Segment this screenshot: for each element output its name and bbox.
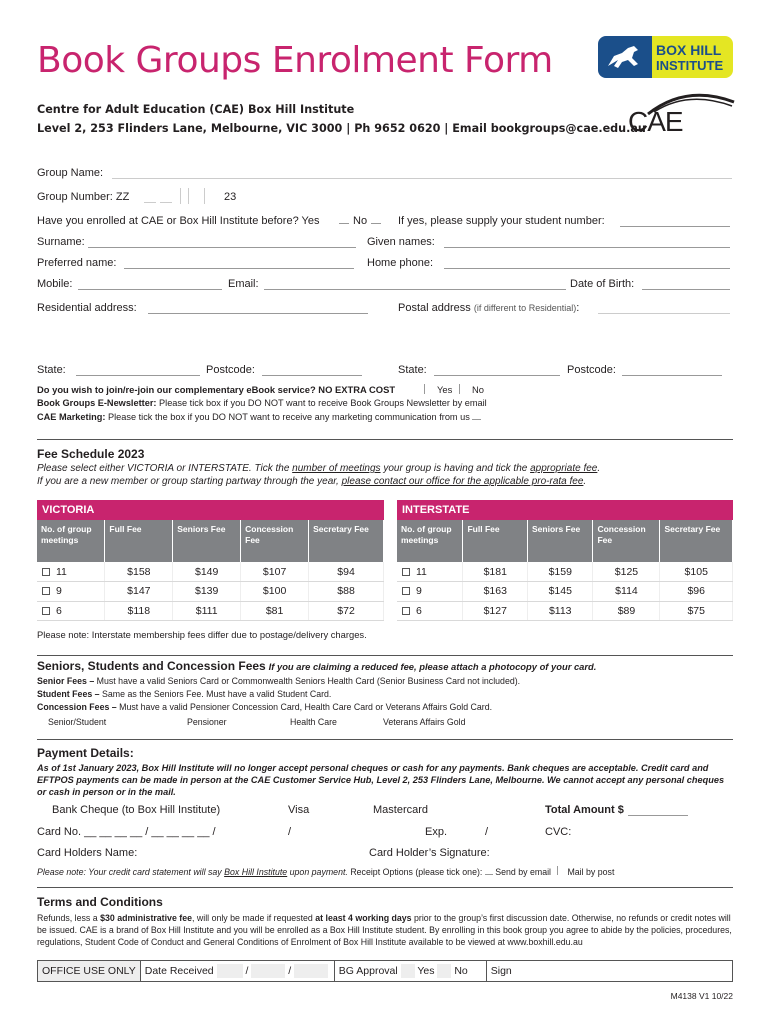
postal-field[interactable] bbox=[598, 302, 730, 314]
mastercard-option[interactable]: Mastercard bbox=[373, 804, 429, 816]
interstate-fee-table bbox=[397, 520, 733, 621]
table-row bbox=[397, 562, 733, 582]
fee-cell[interactable]: $147 bbox=[105, 582, 173, 602]
fee-cell[interactable]: $107 bbox=[241, 562, 309, 582]
state-label-2: State: bbox=[398, 364, 427, 376]
fee-cell[interactable]: $96 bbox=[660, 582, 733, 602]
postal-label-text: Postal address bbox=[398, 302, 471, 314]
fee-cell[interactable]: $181 bbox=[463, 562, 528, 582]
victoria-fee-table bbox=[37, 520, 384, 621]
terms-t1: Refunds, less a bbox=[37, 913, 101, 923]
fee-cell[interactable]: $139 bbox=[173, 582, 241, 602]
payment-note-a: Please note: Your credit card statement will say bbox=[37, 867, 225, 877]
interstate-header: INTERSTATE bbox=[397, 500, 733, 520]
meetings-option[interactable] bbox=[37, 562, 105, 582]
table-row bbox=[37, 562, 384, 582]
marketing-optout-box[interactable] bbox=[472, 419, 481, 420]
meetings-option[interactable] bbox=[397, 562, 463, 582]
dob-field[interactable] bbox=[642, 278, 730, 290]
terms-t2: , will only be made if requested bbox=[192, 913, 316, 923]
concession-heading: Seniors, Students and Concession Fees bbox=[37, 659, 266, 673]
cvc-label: CVC: bbox=[545, 826, 572, 838]
column-header: Secretary Fee bbox=[660, 520, 733, 562]
seniors-label: Senior Fees – bbox=[37, 676, 95, 686]
student-text: Same as the Seniors Fee. Must have a valid Student Card. bbox=[102, 689, 332, 699]
postcode-field-2[interactable] bbox=[622, 364, 722, 376]
option-health-care[interactable]: Health Care bbox=[290, 717, 337, 727]
column-header: Full Fee bbox=[105, 520, 173, 562]
fee-cell[interactable]: $145 bbox=[528, 582, 593, 602]
option-senior-student[interactable]: Senior/Student bbox=[48, 717, 107, 727]
seniors-text: Must have a valid Seniors Card or Commonwealth Seniors Health Card (Senior Business Card not included). bbox=[96, 676, 521, 686]
postal-colon: : bbox=[576, 302, 580, 314]
meetings-count: 6 bbox=[416, 604, 422, 617]
table-row bbox=[397, 601, 733, 621]
fee-instr-1b: your group is having and tick the bbox=[380, 463, 531, 474]
table-row bbox=[37, 601, 384, 621]
form-code: M4138 V1 10/22 bbox=[670, 991, 733, 1001]
home-phone-field[interactable] bbox=[444, 257, 730, 269]
dob-label: Date of Birth: bbox=[570, 278, 635, 290]
column-header: Full Fee bbox=[463, 520, 528, 562]
terms-heading: Terms and Conditions bbox=[37, 895, 163, 909]
payment-text: As of 1st January 2023, Box Hill Institute will no longer accept personal cheques or cash for any payments. Bank cheques are acceptable. Credit card and EFTPOS payments can be made in person at the CAE Customer Service Hub, Level 2, 253 Flinders Lane, Melbourne. We cannot accept any personal cheques or cash in person or in the mail. bbox=[37, 763, 725, 797]
logo-text-cae: CAE bbox=[628, 106, 683, 137]
fee-schedule-heading: Fee Schedule 2023 bbox=[37, 447, 145, 461]
concession-fees-line bbox=[37, 702, 492, 712]
email-label: Email: bbox=[228, 278, 259, 290]
fee-instr-1c: . bbox=[597, 463, 601, 474]
meetings-option[interactable] bbox=[397, 601, 463, 621]
conc-label: Concession Fees – bbox=[37, 702, 117, 712]
column-header: Secretary Fee bbox=[309, 520, 384, 562]
meetings-count: 11 bbox=[56, 565, 67, 578]
option-veterans-gold[interactable]: Veterans Affairs Gold bbox=[383, 717, 466, 727]
group-name-field[interactable] bbox=[112, 167, 732, 179]
visa-option[interactable]: Visa bbox=[288, 804, 310, 816]
divider bbox=[37, 439, 733, 440]
office-use-box bbox=[37, 960, 733, 982]
mobile-field[interactable] bbox=[78, 278, 222, 290]
date-slash-1: / bbox=[245, 965, 249, 977]
student-fees-line bbox=[37, 689, 331, 699]
fee-cell[interactable]: $75 bbox=[660, 601, 733, 621]
student-label: Student Fees – bbox=[37, 689, 100, 699]
checkbox[interactable] bbox=[42, 607, 50, 615]
ebook-question: Do you wish to join/re-join our complementary eBook service? NO EXTRA COST bbox=[37, 384, 396, 395]
fee-cell[interactable]: $72 bbox=[309, 601, 384, 621]
meetings-count: 9 bbox=[416, 585, 422, 598]
column-header: Seniors Fee bbox=[528, 520, 593, 562]
group-number-suffix: 23 bbox=[224, 191, 237, 203]
send-email-label: Send by email bbox=[495, 867, 551, 877]
interstate-note: Please note: Interstate membership fees differ due to postage/delivery charges. bbox=[37, 629, 367, 640]
state-field-1[interactable] bbox=[76, 364, 200, 376]
fee-cell[interactable]: $100 bbox=[241, 582, 309, 602]
receipt-options-label: Receipt Options (please tick one): bbox=[350, 867, 483, 877]
column-header: Seniors Fee bbox=[173, 520, 241, 562]
postcode-field-1[interactable] bbox=[262, 364, 362, 376]
fee-cell[interactable]: $113 bbox=[528, 601, 593, 621]
fee-instructions-1 bbox=[37, 463, 600, 474]
fee-cell[interactable]: $127 bbox=[463, 601, 528, 621]
marketing-line bbox=[37, 412, 481, 422]
fee-cell[interactable]: $105 bbox=[660, 562, 733, 582]
newsletter-line bbox=[37, 398, 487, 408]
terms-t3: prior to the group’s first discussion date. Otherwise, no refunds or credit notes will be issued. CAE is a brand of Box Hill Institute and you will be enrolled as a Box Hill Institute student. By enrolling in this book group you agree to abide by the policies, procedures, regulations, Student Code of Conduct and General Conditions of Enrolment of Box Hill Institute available to be viewed at www.boxhill.edu.au bbox=[37, 913, 732, 947]
meetings-option[interactable] bbox=[37, 582, 105, 602]
home-phone-label: Home phone: bbox=[367, 257, 434, 269]
terms-text bbox=[37, 912, 735, 948]
marketing-text: Please tick the box if you DO NOT want to receive any marketing communication from us bbox=[107, 412, 470, 422]
fee-cell[interactable]: $163 bbox=[463, 582, 528, 602]
preferred-name-label: Preferred name: bbox=[37, 257, 117, 269]
residential-field[interactable] bbox=[148, 302, 368, 314]
postal-label bbox=[398, 302, 579, 314]
state-field-2[interactable] bbox=[434, 364, 560, 376]
meetings-count: 6 bbox=[56, 604, 62, 617]
fee-cell[interactable]: $81 bbox=[241, 601, 309, 621]
option-pensioner[interactable]: Pensioner bbox=[187, 717, 227, 727]
state-label-1: State: bbox=[37, 364, 66, 376]
total-amount-label: Total Amount $ bbox=[545, 804, 624, 816]
victoria-header: VICTORIA bbox=[37, 500, 384, 520]
postcode-label-2: Postcode: bbox=[567, 364, 616, 376]
office-use-label: OFFICE USE ONLY bbox=[38, 961, 141, 981]
bg-approval-cell[interactable] bbox=[335, 961, 487, 981]
table-row bbox=[397, 582, 733, 602]
payment-heading: Payment Details: bbox=[37, 746, 134, 760]
page-title: Book Groups Enrolment Form bbox=[37, 40, 553, 81]
checkbox[interactable] bbox=[402, 607, 410, 615]
bg-approval-label: BG Approval bbox=[338, 965, 398, 977]
fee-instructions-2 bbox=[37, 476, 586, 487]
meetings-option[interactable] bbox=[37, 601, 105, 621]
fee-cell[interactable]: $94 bbox=[309, 562, 384, 582]
surname-label: Surname: bbox=[37, 236, 85, 248]
fee-instr-1a: Please select either VICTORIA or INTERSTATE. Tick the bbox=[37, 463, 293, 474]
send-email-box[interactable] bbox=[485, 874, 493, 875]
card-number-slash: / bbox=[288, 826, 292, 838]
postcode-label-1: Postcode: bbox=[206, 364, 255, 376]
fee-cell[interactable]: $125 bbox=[593, 562, 660, 582]
fee-cell[interactable]: $114 bbox=[593, 582, 660, 602]
concession-note: If you are claiming a reduced fee, please attach a photocopy of your card. bbox=[268, 661, 597, 672]
bg-approval-yes: Yes bbox=[417, 965, 435, 977]
given-names-field[interactable] bbox=[444, 236, 730, 248]
seniors-fees-line bbox=[37, 676, 520, 686]
fee-cell[interactable]: $149 bbox=[173, 562, 241, 582]
student-number-label: If yes, please supply your student number: bbox=[398, 215, 605, 227]
conc-text: Must have a valid Pensioner Concession Card, Health Care Card or Veterans Affairs Gold Card. bbox=[119, 702, 493, 712]
sign-label: Sign bbox=[490, 965, 512, 977]
group-number-field[interactable] bbox=[144, 188, 220, 204]
enrolled-yes-box[interactable] bbox=[339, 223, 349, 224]
logo-text-institute: INSTITUTE bbox=[656, 58, 724, 73]
fee-cell[interactable]: $158 bbox=[105, 562, 173, 582]
checkbox[interactable] bbox=[42, 568, 50, 576]
card-holder-signature-label: Card Holder’s Signature: bbox=[369, 847, 490, 859]
fee-cell[interactable]: $111 bbox=[173, 601, 241, 621]
ebook-yes-box[interactable] bbox=[424, 384, 434, 394]
enrolled-no-label: No bbox=[353, 215, 368, 227]
postal-note: (if different to Residential) bbox=[473, 303, 577, 313]
fee-cell[interactable]: $89 bbox=[593, 601, 660, 621]
logo-text-boxhill: BOX HILL bbox=[656, 42, 722, 58]
terms-t2b: at least 4 working days bbox=[315, 913, 412, 923]
group-number-label: Group Number: ZZ bbox=[37, 191, 130, 203]
terms-t1b: $30 administrative fee bbox=[100, 913, 193, 923]
newsletter-label: Book Groups E-Newsletter: bbox=[37, 398, 157, 408]
expiry-slash[interactable]: / bbox=[485, 826, 489, 838]
newsletter-text: Please tick box if you DO NOT want to receive Book Groups Newsletter by email bbox=[159, 398, 487, 408]
divider bbox=[37, 887, 733, 888]
checkbox[interactable] bbox=[402, 587, 410, 595]
fee-instr-2u: please contact our office for the applicable pro-rata fee bbox=[341, 476, 584, 487]
box-hill-logo bbox=[598, 36, 733, 78]
meetings-count: 9 bbox=[56, 585, 62, 598]
column-header: No. of group meetings bbox=[397, 520, 463, 562]
checkbox[interactable] bbox=[402, 568, 410, 576]
mail-post-box[interactable] bbox=[557, 866, 567, 875]
mail-post-label: Mail by post bbox=[567, 867, 615, 877]
divider bbox=[37, 739, 733, 740]
column-header: Concession Fee bbox=[241, 520, 309, 562]
meetings-option[interactable] bbox=[397, 582, 463, 602]
concession-heading-line bbox=[37, 659, 596, 673]
sign-cell[interactable] bbox=[487, 961, 732, 981]
student-number-field[interactable] bbox=[620, 215, 730, 227]
email-field[interactable] bbox=[264, 278, 566, 290]
mobile-label: Mobile: bbox=[37, 278, 73, 290]
date-slash-2: / bbox=[288, 965, 292, 977]
divider bbox=[37, 655, 733, 656]
card-number-field[interactable]: Card No. __ __ __ __ / __ __ __ __ / bbox=[37, 826, 216, 838]
payment-note-line bbox=[37, 866, 614, 877]
org-line: Centre for Adult Education (CAE) Box Hill Institute bbox=[37, 103, 355, 116]
enrolled-before-label: Have you enrolled at CAE or Box Hill Institute before? Yes bbox=[37, 215, 320, 227]
surname-field[interactable] bbox=[88, 236, 356, 248]
ebook-no-label: No bbox=[472, 384, 484, 395]
given-names-label: Given names: bbox=[367, 236, 435, 248]
residential-label: Residential address: bbox=[37, 302, 137, 314]
ebook-no-box[interactable] bbox=[459, 384, 469, 394]
date-received-cell[interactable] bbox=[141, 961, 335, 981]
fee-instr-2a: If you are a new member or group starting partway through the year, bbox=[37, 476, 342, 487]
payment-note-u: Box Hill Institute bbox=[224, 867, 288, 877]
column-header: Concession Fee bbox=[593, 520, 660, 562]
fee-instr-1u2: appropriate fee bbox=[530, 463, 598, 474]
preferred-name-field[interactable] bbox=[124, 257, 354, 269]
total-amount-field[interactable] bbox=[628, 804, 688, 816]
fee-instr-2b: . bbox=[583, 476, 587, 487]
table-row bbox=[37, 582, 384, 602]
checkbox[interactable] bbox=[42, 587, 50, 595]
fee-cell[interactable]: $159 bbox=[528, 562, 593, 582]
card-holder-name-label: Card Holders Name: bbox=[37, 847, 138, 859]
marketing-label: CAE Marketing: bbox=[37, 412, 106, 422]
ebook-yes-label: Yes bbox=[437, 384, 453, 395]
address-line: Level 2, 253 Flinders Lane, Melbourne, VIC 3000 | Ph 9652 0620 | Email bookgroups@cae.edu.au bbox=[37, 122, 646, 135]
bg-approval-no: No bbox=[454, 965, 468, 977]
horse-icon bbox=[598, 36, 652, 78]
enrolled-no-box[interactable] bbox=[371, 223, 381, 224]
bank-cheque-option[interactable]: Bank Cheque (to Box Hill Institute) bbox=[52, 804, 221, 816]
cae-logo bbox=[626, 88, 736, 138]
column-header: No. of group meetings bbox=[37, 520, 105, 562]
expiry-label: Exp. bbox=[425, 826, 448, 838]
fee-instr-1u1: number of meetings bbox=[292, 463, 381, 474]
payment-note-b: upon payment. bbox=[287, 867, 348, 877]
fee-cell[interactable]: $88 bbox=[309, 582, 384, 602]
group-name-label: Group Name: bbox=[37, 167, 104, 179]
fee-cell[interactable]: $118 bbox=[105, 601, 173, 621]
meetings-count: 11 bbox=[416, 565, 427, 578]
date-received-label: Date Received bbox=[144, 965, 214, 977]
